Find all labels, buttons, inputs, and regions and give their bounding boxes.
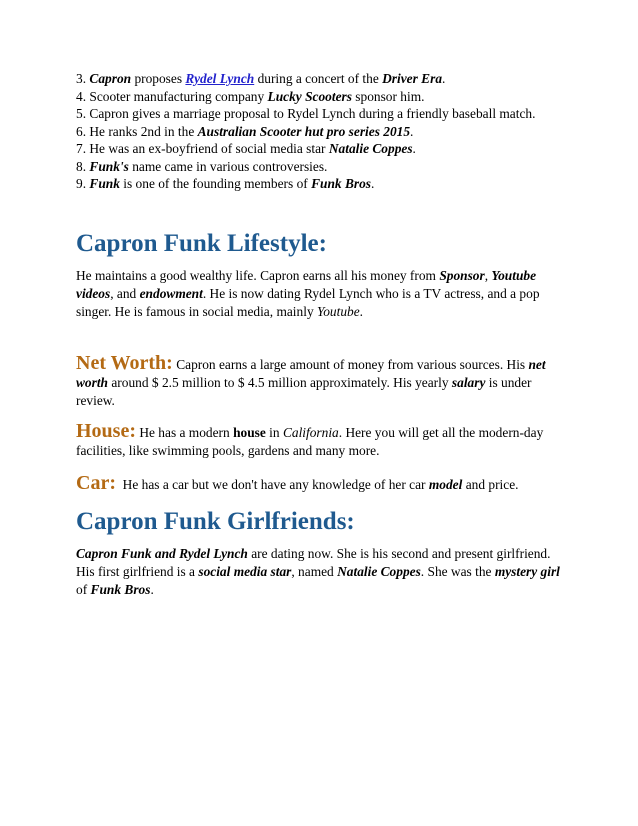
item-text: during a concert of the	[254, 71, 383, 86]
item-emphasis: Natalie Coppes	[328, 141, 413, 156]
text: around $ 2.5 million to $ 4.5 million approximately. His yearly	[108, 374, 452, 390]
list-item	[76, 123, 566, 141]
item-emphasis: Driver Era	[382, 71, 443, 86]
item-text: 5. Capron gives a marriage proposal to Rydel Lynch during a friendly baseball match.	[76, 106, 536, 121]
text: in	[265, 424, 283, 440]
list-item	[76, 88, 566, 106]
facts-list	[76, 70, 566, 193]
text: , and	[110, 285, 140, 301]
net-worth-label: Net Worth:	[76, 351, 173, 374]
item-text: sponsor him.	[351, 88, 425, 104]
rydel-lynch-link[interactable]: Rydel Lynch	[185, 71, 255, 86]
item-text: .	[371, 176, 375, 191]
emphasis: net worth	[76, 356, 546, 390]
emphasis: endowment	[139, 285, 203, 301]
item-emphasis: Funk's	[89, 158, 129, 174]
emphasis: Youtube videos	[76, 267, 537, 301]
text: is under review.	[76, 374, 532, 408]
text: Capron earns a large amount of money from various sources. His	[172, 356, 529, 372]
emphasis: Funk Bros	[90, 581, 151, 597]
text: He has a car but we don't have any knowledge of her car	[115, 476, 429, 492]
girlfriends-heading: Capron Funk Girlfriends:	[76, 507, 355, 535]
list-item	[76, 175, 566, 193]
item-name: Capron	[89, 71, 132, 86]
text: are dating now. She is his second and present girlfriend. His first girlfriend is a	[76, 545, 551, 579]
item-text: .	[410, 123, 414, 139]
item-text: 6. He ranks 2nd in the	[76, 123, 198, 139]
text: of	[76, 581, 91, 597]
emphasis: mystery girl	[494, 563, 560, 579]
house-paragraph	[76, 419, 566, 460]
item-text: 7. He was an ex-boyfriend of social media star	[76, 141, 329, 156]
emphasis: model	[428, 476, 463, 492]
text: .	[359, 303, 364, 319]
text: . Here you will get all the modern-day facilities, like swimming pools, gardens and many more.	[76, 424, 544, 458]
emphasis: Capron Funk and Rydel Lynch	[76, 545, 248, 561]
emphasis: Natalie Coppes	[337, 563, 421, 579]
item-emphasis: Australian Scooter hut pro series 2015	[197, 123, 411, 139]
item-number: 8.	[76, 158, 90, 174]
text: . He is now dating Rydel Lynch who is a TV actress, and a pop singer. He is famous in social media, mainly	[76, 285, 540, 319]
emphasis: Youtube	[317, 303, 360, 319]
text: He has a modern	[136, 424, 234, 440]
lifestyle-paragraph	[76, 267, 566, 321]
car-label: Car:	[76, 471, 116, 494]
list-item	[76, 158, 566, 176]
net-worth-paragraph	[76, 351, 566, 410]
list-item	[76, 105, 566, 123]
text: and price.	[462, 476, 519, 492]
emphasis: social media star	[198, 563, 292, 579]
item-text: is one of the founding members of	[119, 176, 312, 191]
text: He maintains a good wealthy life. Capron earns all his money from	[76, 267, 440, 283]
emphasis: Sponsor	[439, 267, 485, 283]
list-item	[76, 140, 566, 158]
item-text: .	[412, 141, 416, 156]
girlfriends-paragraph	[76, 545, 566, 599]
text: , named	[291, 563, 338, 579]
document-page	[76, 70, 566, 599]
item-emphasis: Lucky Scooters	[267, 88, 352, 104]
text: . She was the	[420, 563, 495, 579]
item-emphasis: Funk	[89, 176, 120, 191]
lifestyle-heading: Capron Funk Lifestyle:	[76, 229, 327, 257]
item-text: proposes	[131, 71, 186, 86]
item-number: 9.	[76, 176, 90, 191]
item-number: 3.	[76, 71, 87, 86]
house-label: House:	[76, 419, 136, 442]
emphasis: salary	[451, 374, 486, 390]
text: .	[150, 581, 154, 597]
item-emphasis: Funk Bros	[311, 176, 371, 191]
text: ,	[484, 267, 492, 283]
item-text: .	[442, 71, 446, 86]
emphasis: house	[233, 424, 266, 440]
car-paragraph	[76, 471, 566, 494]
emphasis: California	[282, 424, 339, 440]
item-text: 4. Scooter manufacturing company	[76, 88, 268, 104]
item-text: name came in various controversies.	[128, 158, 328, 174]
list-item	[76, 70, 566, 88]
